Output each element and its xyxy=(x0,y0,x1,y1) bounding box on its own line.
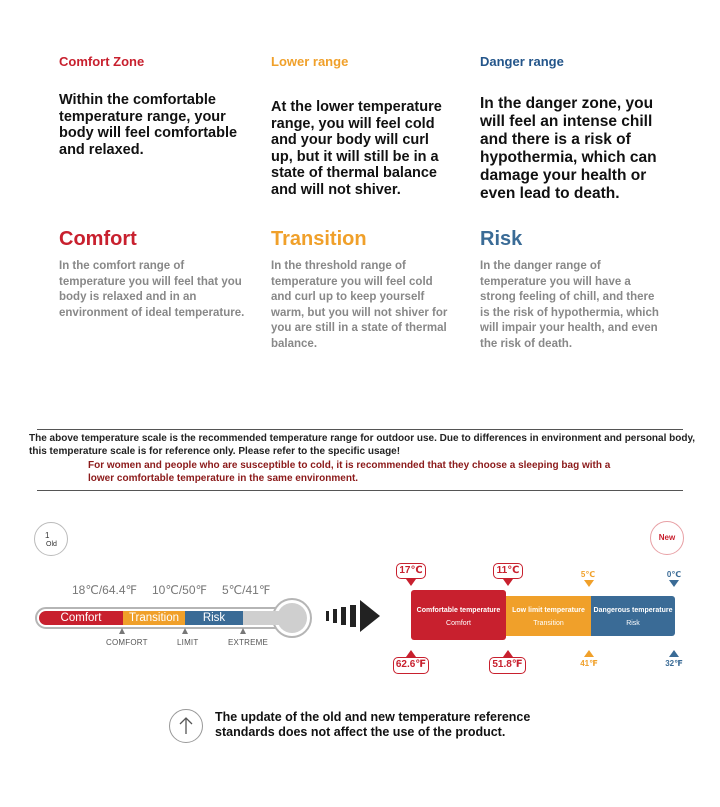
old-tick-limit: LIMIT xyxy=(177,638,199,647)
new-badge xyxy=(650,521,684,555)
old-temp-comfort: 18℃/64.4℉ xyxy=(72,583,137,597)
new-segment-transition-sub: Transition xyxy=(533,620,564,627)
risk-heading: Risk xyxy=(480,228,523,250)
comfort-zone-description: Within the comfortable temperature range, your body will feel comfortable and relaxed. xyxy=(59,92,238,158)
new-bottom-temp-41: 41℉ xyxy=(580,659,598,668)
new-top-temp-17: 17℃ xyxy=(396,563,426,579)
new-segment-risk-sub: Risk xyxy=(626,620,640,627)
comfort-gray-text: In the comfort range of temperature you will feel that you body is relaxed and in an environment of ideal temperature. xyxy=(59,260,245,319)
comfort-heading: Comfort xyxy=(59,228,137,250)
old-badge xyxy=(34,522,68,556)
notice-women-text: For women and people who are susceptible to cold, it is recommended that they choose a sleeping bag with a lower comfortable temperature in the same environment. xyxy=(88,460,611,484)
old-segment-risk: Risk xyxy=(202,612,226,624)
risk-gray-text: In the danger range of temperature you will have a strong feeling of chill, and there is the risk of hypothermia, which will impair your health, and even the risk of death. xyxy=(480,260,659,350)
notice-top-rule xyxy=(37,429,683,430)
lower-range-description: At the lower temperature range, you will feel cold and your body will curl up, but it will still be in a state of thermal balance and will not shiver. xyxy=(271,99,442,198)
new-top-pointer-17 xyxy=(406,579,416,586)
notice-main-text: The above temperature scale is the recommended temperature range for outdoor use. Due to differences in environment and personal body, this temperature scale is for reference only. Please refer to the specific usage! xyxy=(29,433,696,457)
new-segment-transition-title: Low limit temperature xyxy=(512,607,585,614)
old-badge-label: Old xyxy=(46,541,57,548)
old-tick-extreme: EXTREME xyxy=(228,638,269,647)
new-top-pointer-11 xyxy=(503,579,513,586)
new-segment-comfort xyxy=(411,590,506,640)
new-segment-risk-title: Dangerous temperature xyxy=(593,607,673,614)
comfort-zone-title: Comfort Zone xyxy=(59,54,145,69)
old-temp-limit: 10℃/50℉ xyxy=(152,583,207,597)
new-top-pointer-5 xyxy=(584,580,594,587)
new-bottom-temp-62: 62.6℉ xyxy=(393,657,429,674)
danger-range-description: In the danger zone, you will feel an intense chill and there is a risk of hypothermia, which can damage your health or even lead to death. xyxy=(480,95,657,202)
lower-range-title: Lower range xyxy=(271,54,349,69)
danger-range-title: Danger range xyxy=(480,54,564,69)
up-arrow-icon xyxy=(168,708,204,744)
right-arrow-icon xyxy=(326,598,382,634)
new-bottom-temp-51: 51.8℉ xyxy=(489,657,526,674)
new-segment-comfort-title: Comfortable temperature xyxy=(416,607,501,614)
new-badge-label: New xyxy=(658,533,676,542)
transition-gray-text: In the threshold range of temperature you will feel cold and curl up to keep yourself warm, but you will not shiver for you are still in a state of thermal balance. xyxy=(271,260,448,350)
notice-bottom-rule xyxy=(37,490,683,491)
new-bottom-pointer-51 xyxy=(503,650,513,657)
footer-text: The update of the old and new temperature reference standards does not affect the use of the product. xyxy=(215,710,531,739)
new-top-pointer-0 xyxy=(669,580,679,587)
old-tick-comfort: COMFORT xyxy=(106,638,148,647)
new-bottom-pointer-62 xyxy=(406,650,416,657)
transition-heading: Transition xyxy=(271,228,367,250)
new-top-temp-5: 5℃ xyxy=(580,570,596,579)
new-top-temp-0: 0℃ xyxy=(666,570,682,579)
new-bottom-pointer-41 xyxy=(584,650,594,657)
old-segment-comfort: Comfort xyxy=(60,612,102,624)
new-bottom-temp-32: 32℉ xyxy=(665,659,683,668)
old-badge-number: 1 xyxy=(45,531,50,540)
new-bottom-pointer-32 xyxy=(669,650,679,657)
old-temp-extreme: 5℃/41℉ xyxy=(222,583,271,597)
new-segment-comfort-sub: Comfort xyxy=(446,620,471,627)
new-top-temp-11: 11℃ xyxy=(493,563,523,579)
old-segment-transition: Transition xyxy=(128,612,180,624)
new-segment-transition xyxy=(506,596,591,636)
new-segment-risk xyxy=(591,596,675,636)
